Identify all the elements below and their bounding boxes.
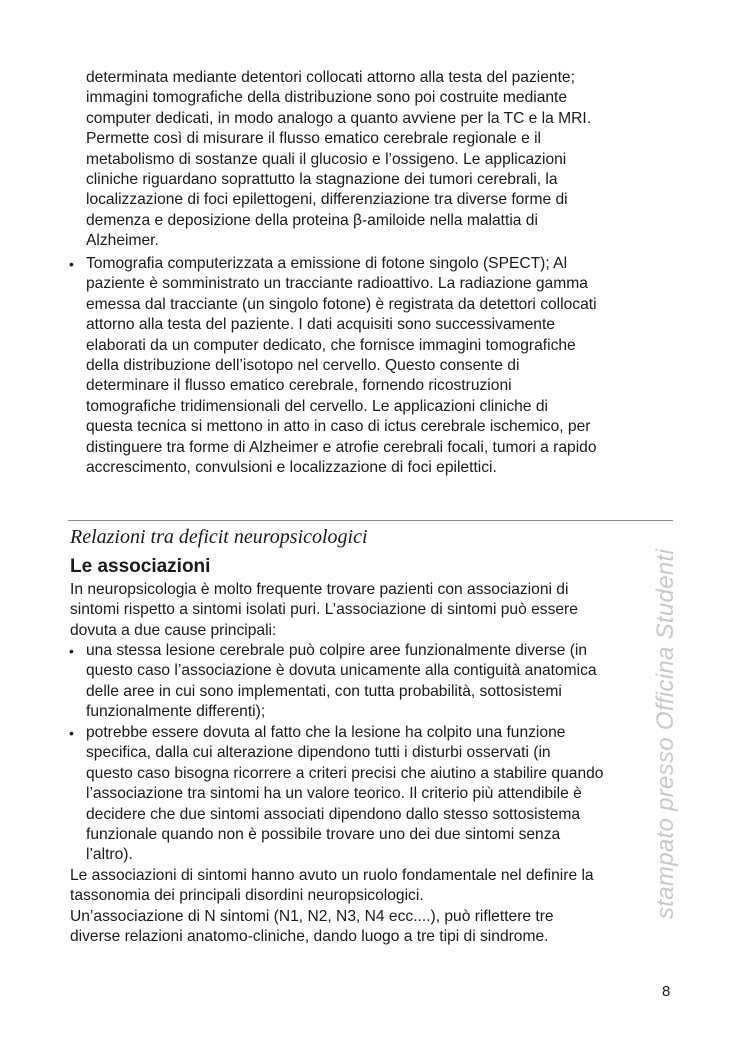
text-line: specifica, dalla cui alterazione dipendono tutti i disturbi osservati (in [86, 744, 551, 762]
text-line: elaborati da un computer dedicato, che fornisce immagini tomografiche [86, 336, 576, 354]
text-line: una stessa lesione cerebrale può colpire aree funzionalmente diverse (in [86, 642, 588, 659]
bullet-marker: • [69, 256, 74, 272]
text-line: tassonomia dei principali disordini neuropsicologici. [70, 887, 424, 905]
text-line: della distribuzione dell’isotopo nel cervello. Questo consente di [86, 357, 520, 375]
bullet-item-specific-function [86, 723, 603, 866]
spect-paragraph [86, 254, 597, 478]
emphasis-term: diverse relazioni anatomo-cliniche [70, 928, 305, 946]
emphasis-term: funzione [506, 724, 566, 741]
pet-paragraph [86, 68, 678, 252]
watermark-text: stampato presso Officina Studenti [652, 548, 679, 919]
text-line: immagini tomografiche della distribuzione sono poi costruite mediante [86, 89, 568, 107]
text-line: funzionale quando non è possibile trovare uno dei due sintomi senza [86, 826, 561, 844]
text-line: decidere che due sintomi associati dipendono dallo stesso sottosistema [86, 805, 581, 823]
text-line: tomografiche tridimensionali del cervello. Le applicazioni cliniche di [86, 397, 549, 415]
text-line: Permette così di misurare il flusso ematico cerebrale regionale e il [86, 130, 542, 148]
emphasis-term: glucosio [310, 150, 368, 168]
bullet-marker: • [69, 725, 74, 741]
text-line: paziente è somministrato un tracciante radioattivo. La radiazione gamma [86, 275, 588, 293]
text-line: determinare il flusso ematico cerebrale, fornendo ricostruzioni [86, 377, 512, 395]
text-line: questo caso l’associazione è dovuta unicamente alla contiguità anatomica [86, 662, 597, 680]
emphasis-term: flusso ematico cerebrale [184, 377, 354, 395]
text-line: l’associazione tra sintomi ha un valore teorico. Il criterio più attendibile è [86, 785, 582, 803]
text-line: localizzazione di foci epilettogeni, differenziazione tra diverse forme di [86, 191, 568, 209]
text-line: accrescimento, convulsioni e localizzazione di foci epilettici. [86, 459, 497, 477]
text-line: Alzheimer. [86, 232, 159, 250]
intro-paragraph [70, 580, 578, 641]
text-line: questa tecnica si mettono in atto in caso di ictus cerebrale ischemico, per [86, 418, 591, 436]
emphasis-term: radiazione gamma [459, 275, 588, 293]
bullet-marker: • [69, 643, 74, 659]
emphasis-term: due cause [134, 621, 207, 639]
text-line: delle aree in cui sono implementati, con tutta probabilità, sottosistemi [86, 682, 562, 700]
closing-paragraph [70, 866, 594, 948]
text-line: computer dedicati, in modo analogo a quanto avviene per la TC e la MRI. [86, 109, 592, 127]
emphasis-term: Tomografia computerizzata a emissione di fotone singolo (SPECT [86, 255, 541, 272]
section-title: Relazioni tra deficit neuropsicologici [70, 526, 368, 548]
subsection-heading: Le associazioni [70, 556, 211, 577]
emphasis-term: tre [535, 907, 554, 925]
text-line: determinata mediante detentori collocati attorno alla testa del paziente; [86, 69, 575, 86]
text-line: cliniche riguardano soprattutto la stagnazione dei tumori cerebrali, la [86, 171, 558, 189]
text-line: l’altro). [86, 846, 133, 864]
section-divider [68, 520, 673, 521]
text-line: sintomi rispetto a sintomi isolati puri. L’associazione di sintomi può essere [70, 601, 578, 619]
bullet-item-contiguity [86, 641, 597, 723]
emphasis-term: proteina β-amiloide [292, 211, 426, 229]
page-number: 8 [662, 983, 671, 1000]
watermark [608, 535, 679, 920]
text-line: emessa dal tracciante (un singolo fotone) è registrata da detettori collocati [86, 295, 597, 313]
emphasis-term: specifica [86, 744, 147, 762]
text-line: funzionalmente differenti); [86, 703, 266, 721]
text-line: demenza e deposizione della proteina β-amiloide nella malattia di [86, 211, 538, 229]
text-line: distinguere tra forme di Alzheimer e atrofie cerebrali focali, tumori a rapido [86, 438, 597, 456]
emphasis-term: applicazioni cliniche [393, 397, 532, 415]
text-line: diverse relazioni anatomo-cliniche, dando luogo a tre tipi di sindrome. [70, 928, 549, 946]
text-line: metabolismo di sostanze quali il glucosio e l’ossigeno. Le applicazioni [86, 150, 567, 168]
text-line: potrebbe essere dovuta al fatto che la lesione ha colpito una funzione [86, 724, 566, 741]
text-line: dovuta a due cause principali: [70, 621, 277, 639]
text-line: Tomografia computerizzata a emissione di fotone singolo (SPECT); Al [86, 255, 568, 272]
text-line: questo caso bisogna ricorrere a criteri precisi che aiutino a stabilire quando [86, 764, 604, 782]
text-line: In neuropsicologia è molto frequente trovare pazienti con associazioni di [70, 581, 569, 598]
text-line: Un’associazione di N sintomi (N1, N2, N3, N4 ecc....), può riflettere tre [70, 907, 554, 925]
text-line: attorno alla testa del paziente. I dati acquisiti sono successivamente [86, 316, 555, 334]
emphasis-term: contiguità anatomica [453, 662, 597, 680]
text-line: Le associazioni di sintomi hanno avuto un ruolo fondamentale nel definire la [70, 867, 594, 884]
emphasis-term: l’ossigeno [385, 150, 455, 168]
